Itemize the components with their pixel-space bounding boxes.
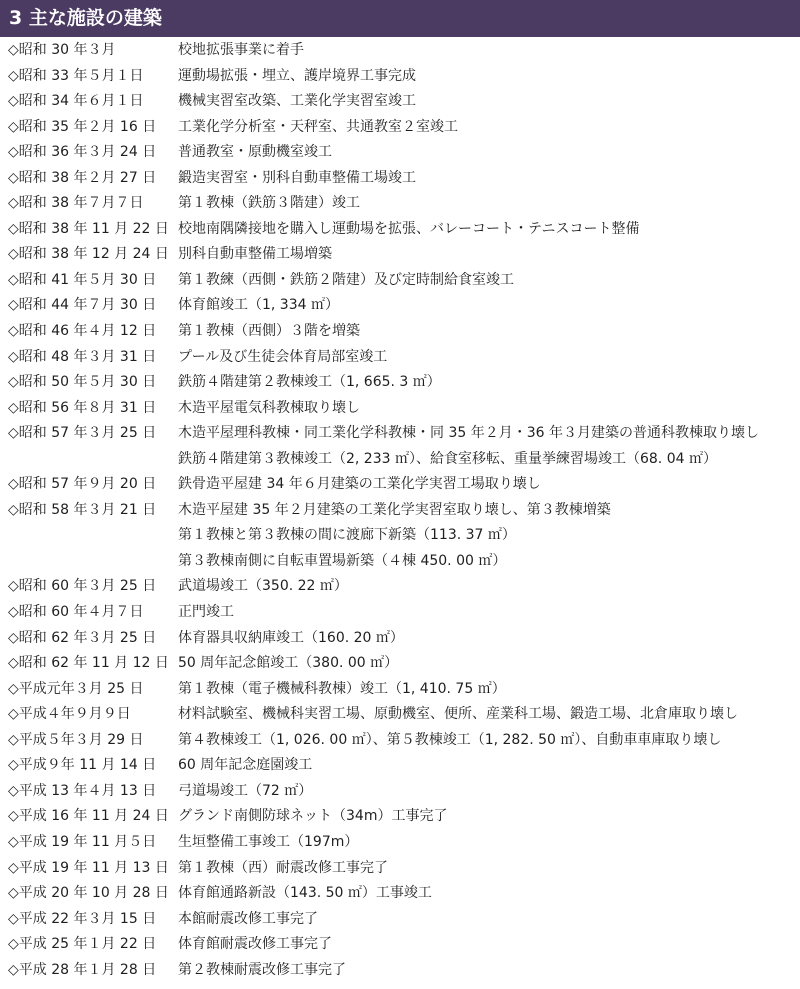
list-item	[0, 345, 800, 371]
entry-date: ◇平成 13 年４月 13 日	[8, 782, 157, 799]
entry-description: 鉄骨造平屋建 34 年６月建築の工業化学実習工場取り壊し	[178, 476, 541, 493]
entry-date: ◇平成 16 年 11 月 24 日	[8, 808, 169, 825]
entry-description: 60 周年記念庭園竣工	[178, 757, 313, 774]
entry-date: ◇昭和 38 年７月７日	[8, 195, 144, 212]
entry-date: ◇昭和 41 年５月 30 日	[8, 271, 157, 288]
list-item	[0, 370, 800, 396]
entry-date: ◇昭和 34 年６月１日	[8, 93, 144, 110]
entry-description: 第１教練（西側・鉄筋２階建）及び定時制給食室竣工	[178, 271, 514, 288]
list-item	[0, 907, 800, 933]
list-item	[0, 242, 800, 268]
list-item-continuation	[0, 549, 800, 575]
entry-date: ◇昭和 38 年２月 27 日	[8, 169, 157, 186]
entry-date: ◇昭和 33 年５月１日	[8, 67, 144, 84]
entry-description: 本館耐震改修工事完了	[178, 910, 318, 927]
entry-date: ◇昭和 30 年３月	[8, 42, 116, 58]
list-item	[0, 498, 800, 524]
list-item-continuation	[0, 523, 800, 549]
list-item	[0, 64, 800, 90]
entry-date: ◇昭和 50 年５月 30 日	[8, 374, 157, 391]
list-item	[0, 89, 800, 115]
section-title: 3 主な施設の建築	[0, 0, 800, 37]
entry-description: 校地南隅隣接地を購入し運動場を拡張、バレーコート・テニスコート整備	[178, 220, 640, 237]
entry-description: 弓道場竣工（72 ㎡）	[178, 782, 313, 799]
entry-description: 第１教棟（西側）３階を増築	[178, 323, 360, 340]
entry-date: ◇平成 28 年１月 28 日	[8, 961, 157, 978]
entry-description: 第２教棟耐震改修工事完了	[178, 961, 346, 978]
entry-date: ◇平成 25 年１月 22 日	[8, 936, 157, 953]
entry-date: ◇平成 20 年 10 月 28 日	[8, 885, 169, 902]
list-item	[0, 472, 800, 498]
entry-date: ◇平成５年３月 29 日	[8, 731, 144, 748]
entry-description: 工業化学分析室・天秤室、共通教室２室竣工	[178, 118, 458, 135]
list-item	[0, 830, 800, 856]
entry-description: 木造平屋建 35 年２月建築の工業化学実習室取り壊し、第３教棟増築	[178, 501, 611, 518]
list-item	[0, 421, 800, 447]
entry-date: ◇昭和 62 年 11 月 12 日	[8, 655, 169, 672]
list-item	[0, 396, 800, 422]
entry-description: 体育器具収納庫竣工（160. 20 ㎡）	[178, 629, 404, 646]
entry-date: ◇昭和 60 年４月７日	[8, 604, 144, 621]
list-item	[0, 626, 800, 652]
list-item	[0, 217, 800, 243]
entry-date: ◇昭和 36 年３月 24 日	[8, 144, 157, 161]
entry-date: ◇昭和 38 年 12 月 24 日	[8, 246, 169, 263]
entry-date: ◇昭和 35 年２月 16 日	[8, 118, 157, 135]
entry-date: ◇昭和 38 年 11 月 22 日	[8, 220, 169, 237]
entry-description: 第１教棟（電子機械科教棟）竣工（1, 410. 75 ㎡）	[178, 680, 506, 697]
entry-date: ◇平成４年９月９日	[8, 706, 131, 723]
entry-description: プール及び生徒会体育局部室竣工	[178, 348, 388, 365]
history-list	[0, 37, 800, 983]
entry-date: ◇平成９年 11 月 14 日	[8, 757, 157, 774]
list-item	[0, 140, 800, 166]
list-item-continuation	[0, 447, 800, 473]
list-item	[0, 753, 800, 779]
list-item	[0, 779, 800, 805]
entry-description: 体育館通路新設（143. 50 ㎡）工事竣工	[178, 885, 432, 902]
entry-description: 材料試験室、機械科実習工場、原動機室、便所、産業科工場、鍛造工場、北倉庫取り壊し	[178, 706, 738, 723]
entry-description: 鍛造実習室・別科自動車整備工場竣工	[178, 169, 416, 186]
entry-description: グランド南側防球ネット（34m）工事完了	[178, 808, 448, 825]
entry-date: ◇平成 19 年 11 月 13 日	[8, 859, 169, 876]
entry-description: 鉄筋４階建第３教棟竣工（2, 233 ㎡）、給食室移転、重量挙練習場竣工（68. 04 ㎡）	[178, 450, 717, 467]
list-item	[0, 38, 800, 64]
entry-description: 50 周年記念館竣工（380. 00 ㎡）	[178, 655, 399, 672]
entry-description: 運動場拡張・埋立、護岸境界工事完成	[178, 67, 416, 84]
entry-description: 第１教棟（西）耐震改修工事完了	[178, 859, 388, 876]
entry-description: 木造平屋理科教棟・同工業化学科教棟・同 35 年２月・36 年３月建築の普通科教棟取り壊し	[178, 425, 759, 442]
entry-description: 鉄筋４階建第２教棟竣工（1, 665. 3 ㎡）	[178, 374, 441, 391]
list-item	[0, 319, 800, 345]
list-item	[0, 115, 800, 141]
list-item	[0, 728, 800, 754]
entry-date: ◇昭和 62 年３月 25 日	[8, 629, 157, 646]
list-item	[0, 804, 800, 830]
entry-date: ◇平成元年３月 25 日	[8, 680, 144, 697]
entry-description: 普通教室・原動機室竣工	[178, 144, 332, 161]
entry-description: 校地拡張事業に着手	[178, 42, 304, 58]
entry-description: 第１教棟と第３教棟の間に渡廊下新築（113. 37 ㎡）	[178, 527, 516, 544]
list-item	[0, 166, 800, 192]
entry-date: ◇昭和 46 年４月 12 日	[8, 323, 157, 340]
entry-description: 正門竣工	[178, 604, 234, 621]
entry-date: ◇昭和 48 年３月 31 日	[8, 348, 157, 365]
entry-description: 別科自動車整備工場増築	[178, 246, 332, 263]
entry-date: ◇昭和 57 年９月 20 日	[8, 476, 157, 493]
entry-description: 第４教棟竣工（1, 026. 00 ㎡）、第５教棟竣工（1, 282. 50 ㎡）、自動車車庫取り壊し	[178, 731, 722, 748]
entry-description: 体育館耐震改修工事完了	[178, 936, 332, 953]
entry-date: ◇平成 19 年 11 月５日	[8, 833, 157, 850]
list-item	[0, 881, 800, 907]
entry-description: 第１教棟（鉄筋３階建）竣工	[178, 195, 360, 212]
list-item	[0, 702, 800, 728]
entry-date: ◇昭和 58 年３月 21 日	[8, 501, 157, 518]
entry-date: ◇昭和 60 年３月 25 日	[8, 578, 157, 595]
entry-description: 生垣整備工事竣工（197m）	[178, 833, 359, 850]
entry-date: ◇平成 22 年３月 15 日	[8, 910, 157, 927]
list-item	[0, 191, 800, 217]
entry-description: 機械実習室改築、工業化学実習室竣工	[178, 93, 416, 110]
list-item	[0, 268, 800, 294]
entry-date: ◇昭和 56 年８月 31 日	[8, 399, 157, 416]
entry-description: 体育館竣工（1, 334 ㎡）	[178, 297, 339, 314]
list-item	[0, 293, 800, 319]
entry-description: 第３教棟南側に自転車置場新築（４棟 450. 00 ㎡）	[178, 552, 507, 569]
entry-date: ◇昭和 44 年７月 30 日	[8, 297, 157, 314]
list-item	[0, 932, 800, 958]
list-item	[0, 958, 800, 984]
list-item	[0, 574, 800, 600]
entry-date: ◇昭和 57 年３月 25 日	[8, 425, 157, 442]
list-item	[0, 651, 800, 677]
list-item	[0, 677, 800, 703]
list-item	[0, 600, 800, 626]
entry-description: 木造平屋電気科教棟取り壊し	[178, 399, 360, 416]
list-item	[0, 856, 800, 882]
entry-description: 武道場竣工（350. 22 ㎡）	[178, 578, 348, 595]
